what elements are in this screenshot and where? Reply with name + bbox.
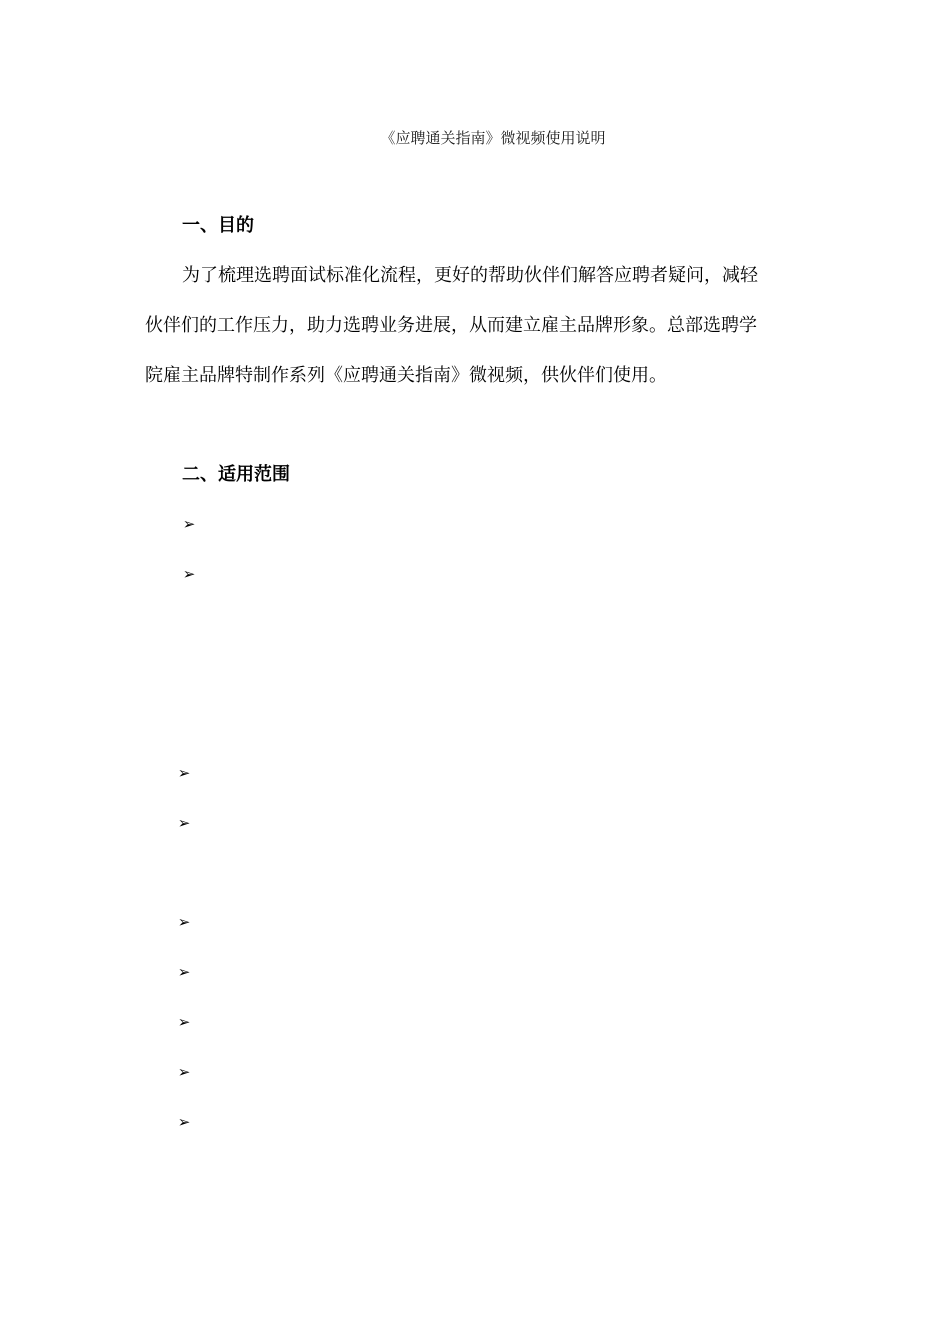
bullet-arrow-icon: ➢ xyxy=(177,1063,191,1081)
bullet-arrow-icon: ➢ xyxy=(177,963,191,981)
bullet-arrow-icon: ➢ xyxy=(182,515,196,533)
bullet-arrow-icon: ➢ xyxy=(177,913,191,931)
paragraph-line: 为了梳理选聘面试标准化流程，更好的帮助伙伴们解答应聘者疑问，减轻 xyxy=(182,265,758,286)
section-heading-scope: 二、适用范围 xyxy=(182,464,290,485)
section-heading-purpose: 一、目的 xyxy=(182,215,254,236)
bullet-arrow-icon: ➢ xyxy=(177,1013,191,1031)
bullet-arrow-icon: ➢ xyxy=(177,1113,191,1131)
paragraph-line: 院雇主品牌特制作系列《应聘通关指南》微视频，供伙伴们使用。 xyxy=(145,365,667,386)
bullet-arrow-icon: ➢ xyxy=(177,764,191,782)
bullet-arrow-icon: ➢ xyxy=(182,565,196,583)
paragraph-line: 伙伴们的工作压力，助力选聘业务进展，从而建立雇主品牌形象。总部选聘学 xyxy=(145,315,757,336)
page-title: 《应聘通关指南》微视频使用说明 xyxy=(380,129,606,147)
bullet-arrow-icon: ➢ xyxy=(177,814,191,832)
